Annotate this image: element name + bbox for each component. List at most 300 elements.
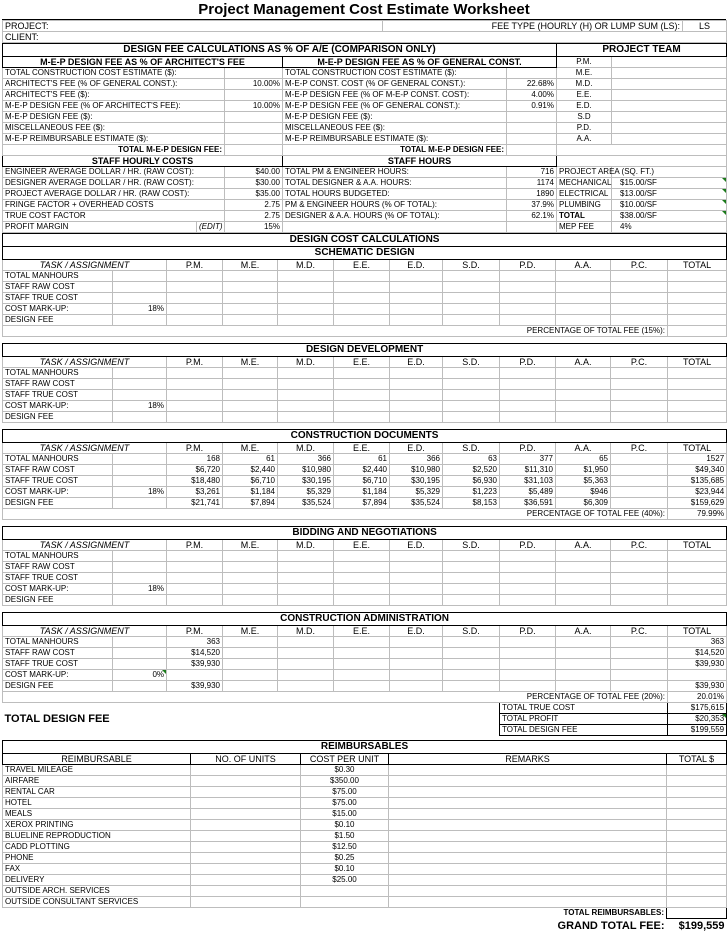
cost-cell[interactable] (611, 401, 668, 412)
cost-cell[interactable] (334, 584, 390, 595)
cost-cell[interactable] (500, 368, 556, 379)
cost-cell[interactable] (668, 584, 727, 595)
cost-cell[interactable]: $36,591 (500, 498, 556, 509)
left-fee-value[interactable]: 10.00% (225, 101, 283, 112)
cost-per-unit[interactable]: $350.00 (301, 776, 389, 787)
cost-cell[interactable] (611, 390, 668, 401)
cost-cell[interactable] (668, 573, 727, 584)
cost-cell[interactable] (500, 562, 556, 573)
remarks-cell[interactable] (389, 776, 667, 787)
cost-cell[interactable] (278, 401, 334, 412)
cost-cell[interactable] (223, 551, 278, 562)
cost-cell[interactable] (167, 368, 223, 379)
cost-cell[interactable]: $3,261 (167, 487, 223, 498)
cost-cell[interactable] (500, 304, 556, 315)
cost-cell[interactable] (223, 304, 278, 315)
area-value[interactable]: 4% (612, 222, 727, 233)
cost-cell[interactable] (167, 390, 223, 401)
cost-cell[interactable] (278, 368, 334, 379)
cost-cell[interactable] (334, 401, 390, 412)
cost-cell[interactable] (611, 648, 668, 659)
cost-cell[interactable]: $1,950 (556, 465, 611, 476)
cost-cell[interactable]: $6,930 (443, 476, 500, 487)
units-cell[interactable] (191, 776, 301, 787)
cost-cell[interactable] (443, 401, 500, 412)
cost-per-unit[interactable] (301, 897, 389, 908)
cost-cell[interactable] (500, 293, 556, 304)
cost-cell[interactable] (668, 282, 727, 293)
cost-cell[interactable]: $2,440 (223, 465, 278, 476)
cost-cell[interactable] (334, 304, 390, 315)
remarks-cell[interactable] (389, 798, 667, 809)
cost-cell[interactable] (278, 595, 334, 606)
cost-cell[interactable] (334, 595, 390, 606)
cost-cell[interactable] (500, 271, 556, 282)
cost-cell[interactable] (443, 551, 500, 562)
cost-cell[interactable]: $30,195 (390, 476, 443, 487)
cost-cell[interactable] (223, 648, 278, 659)
cost-cell[interactable] (500, 648, 556, 659)
cost-cell[interactable] (278, 659, 334, 670)
cost-cell[interactable] (443, 573, 500, 584)
units-cell[interactable] (191, 820, 301, 831)
area-value[interactable]: $38.00/SF (612, 211, 727, 222)
cost-cell[interactable]: 63 (443, 454, 500, 465)
team-member-name[interactable] (612, 123, 727, 134)
cost-per-unit[interactable]: $75.00 (301, 787, 389, 798)
cost-cell[interactable] (668, 379, 727, 390)
cost-cell[interactable] (223, 282, 278, 293)
cost-cell[interactable] (556, 368, 611, 379)
cost-cell[interactable]: $39,930 (668, 681, 727, 692)
cost-cell[interactable] (556, 315, 611, 326)
left-fee-value[interactable] (225, 123, 283, 134)
cost-cell[interactable] (167, 401, 223, 412)
remarks-cell[interactable] (389, 886, 667, 897)
cost-cell[interactable] (500, 584, 556, 595)
right-fee-value[interactable] (507, 68, 557, 79)
units-cell[interactable] (191, 831, 301, 842)
cost-cell[interactable] (611, 476, 668, 487)
cost-cell[interactable] (167, 271, 223, 282)
cost-cell[interactable] (223, 637, 278, 648)
cost-cell[interactable]: 61 (223, 454, 278, 465)
cost-cell[interactable]: $6,720 (167, 465, 223, 476)
cost-cell[interactable] (668, 595, 727, 606)
cost-per-unit[interactable] (301, 886, 389, 897)
cost-cell[interactable] (278, 670, 334, 681)
right-fee-value[interactable]: 22.68% (507, 79, 557, 90)
cost-cell[interactable] (278, 304, 334, 315)
cost-cell[interactable] (611, 454, 668, 465)
cost-per-unit[interactable]: $75.00 (301, 798, 389, 809)
right-fee-value[interactable] (507, 112, 557, 123)
staff-cost-value[interactable]: 2.75 (225, 211, 283, 222)
cost-cell[interactable] (278, 562, 334, 573)
units-cell[interactable] (191, 886, 301, 897)
cost-cell[interactable] (443, 670, 500, 681)
cost-cell[interactable]: $35,524 (278, 498, 334, 509)
cost-cell[interactable]: $946 (556, 487, 611, 498)
cost-cell[interactable] (278, 379, 334, 390)
cost-cell[interactable] (668, 412, 727, 423)
cost-cell[interactable] (334, 681, 390, 692)
cost-cell[interactable] (668, 551, 727, 562)
units-cell[interactable] (191, 798, 301, 809)
cost-cell[interactable]: 366 (278, 454, 334, 465)
cost-cell[interactable] (223, 659, 278, 670)
staff-cost-value[interactable]: $40.00 (225, 167, 283, 178)
cost-cell[interactable]: $35,524 (390, 498, 443, 509)
cost-cell[interactable] (556, 584, 611, 595)
cost-cell[interactable] (334, 551, 390, 562)
cost-cell[interactable] (668, 304, 727, 315)
cost-cell[interactable] (334, 282, 390, 293)
cost-cell[interactable] (443, 304, 500, 315)
cost-cell[interactable] (390, 584, 443, 595)
cost-cell[interactable] (390, 315, 443, 326)
cost-cell[interactable] (223, 271, 278, 282)
cost-cell[interactable] (334, 648, 390, 659)
remarks-cell[interactable] (389, 831, 667, 842)
team-member-name[interactable] (612, 57, 727, 68)
cost-cell[interactable]: $1,223 (443, 487, 500, 498)
cost-cell[interactable] (390, 648, 443, 659)
cost-cell[interactable] (390, 551, 443, 562)
cost-cell[interactable] (443, 315, 500, 326)
cost-cell[interactable] (334, 271, 390, 282)
cost-cell[interactable] (611, 670, 668, 681)
cost-cell[interactable] (611, 487, 668, 498)
cost-cell[interactable] (500, 637, 556, 648)
staff-cost-value[interactable]: 15% (225, 222, 283, 233)
cost-per-unit[interactable]: $0.30 (301, 765, 389, 776)
left-fee-value[interactable] (225, 90, 283, 101)
cost-cell[interactable]: $18,480 (167, 476, 223, 487)
cost-cell[interactable] (334, 379, 390, 390)
cost-cell[interactable]: $7,894 (223, 498, 278, 509)
cost-cell[interactable] (334, 573, 390, 584)
cost-cell[interactable] (390, 637, 443, 648)
cost-cell[interactable] (167, 282, 223, 293)
cost-cell[interactable] (390, 293, 443, 304)
cost-cell[interactable] (611, 412, 668, 423)
cost-cell[interactable] (556, 412, 611, 423)
cost-cell[interactable] (390, 282, 443, 293)
cost-cell[interactable]: $2,520 (443, 465, 500, 476)
left-fee-value[interactable] (225, 68, 283, 79)
remarks-cell[interactable] (389, 897, 667, 908)
cost-cell[interactable] (223, 390, 278, 401)
remarks-cell[interactable] (389, 820, 667, 831)
cost-cell[interactable] (167, 412, 223, 423)
cost-cell[interactable] (500, 551, 556, 562)
cost-cell[interactable]: 363 (668, 637, 727, 648)
right-fee-value[interactable] (507, 134, 557, 145)
cost-cell[interactable] (390, 390, 443, 401)
area-value[interactable]: $10.00/SF (612, 200, 727, 211)
cost-per-unit[interactable]: $0.10 (301, 864, 389, 875)
cost-cell[interactable] (500, 681, 556, 692)
units-cell[interactable] (191, 875, 301, 886)
cost-per-unit[interactable]: $25.00 (301, 875, 389, 886)
cost-per-unit[interactable]: $0.25 (301, 853, 389, 864)
cost-cell[interactable] (167, 293, 223, 304)
cost-cell[interactable] (278, 271, 334, 282)
cost-cell[interactable]: $7,894 (334, 498, 390, 509)
cost-cell[interactable] (443, 648, 500, 659)
right-fee-value[interactable] (507, 123, 557, 134)
cost-cell[interactable] (556, 390, 611, 401)
cost-cell[interactable]: 377 (500, 454, 556, 465)
cost-cell[interactable] (443, 271, 500, 282)
cost-cell[interactable] (611, 551, 668, 562)
cost-cell[interactable] (556, 659, 611, 670)
cost-cell[interactable] (443, 412, 500, 423)
cost-cell[interactable]: $14,520 (167, 648, 223, 659)
right-fee-value[interactable]: 4.00% (507, 90, 557, 101)
team-member-name[interactable] (612, 68, 727, 79)
cost-cell[interactable] (611, 379, 668, 390)
cost-cell[interactable] (334, 390, 390, 401)
cost-cell[interactable]: $10,980 (278, 465, 334, 476)
cost-cell[interactable] (278, 573, 334, 584)
cost-cell[interactable]: $5,489 (500, 487, 556, 498)
cost-cell[interactable] (278, 584, 334, 595)
cost-cell[interactable] (500, 659, 556, 670)
cost-cell[interactable] (443, 390, 500, 401)
area-value[interactable]: $13.00/SF (612, 189, 727, 200)
cost-cell[interactable] (167, 379, 223, 390)
cost-cell[interactable] (668, 368, 727, 379)
cost-cell[interactable] (556, 573, 611, 584)
cost-cell[interactable] (390, 670, 443, 681)
cost-cell[interactable] (611, 293, 668, 304)
remarks-cell[interactable] (389, 809, 667, 820)
cost-cell[interactable]: $11,310 (500, 465, 556, 476)
markup-value[interactable]: 18% (113, 487, 167, 498)
cost-cell[interactable] (443, 562, 500, 573)
cost-cell[interactable] (223, 412, 278, 423)
cost-cell[interactable] (223, 573, 278, 584)
fee-type-value[interactable]: LS (683, 21, 727, 32)
units-cell[interactable] (191, 809, 301, 820)
cost-cell[interactable] (278, 551, 334, 562)
cost-cell[interactable]: $5,363 (556, 476, 611, 487)
cost-cell[interactable]: $10,980 (390, 465, 443, 476)
cost-cell[interactable] (500, 401, 556, 412)
cost-cell[interactable]: 65 (556, 454, 611, 465)
cost-cell[interactable] (223, 401, 278, 412)
cost-cell[interactable] (278, 315, 334, 326)
cost-cell[interactable]: $5,329 (390, 487, 443, 498)
cost-cell[interactable] (278, 412, 334, 423)
cost-cell[interactable] (334, 670, 390, 681)
cost-cell[interactable] (611, 315, 668, 326)
cost-cell[interactable] (668, 293, 727, 304)
cost-cell[interactable] (334, 637, 390, 648)
remarks-cell[interactable] (389, 853, 667, 864)
cost-per-unit[interactable]: $0.10 (301, 820, 389, 831)
cost-cell[interactable] (334, 659, 390, 670)
remarks-cell[interactable] (389, 875, 667, 886)
cost-cell[interactable] (443, 681, 500, 692)
units-cell[interactable] (191, 897, 301, 908)
cost-cell[interactable] (556, 637, 611, 648)
team-member-name[interactable] (612, 134, 727, 145)
units-cell[interactable] (191, 853, 301, 864)
cost-cell[interactable] (611, 282, 668, 293)
cost-cell[interactable]: $23,944 (668, 487, 727, 498)
cost-cell[interactable] (668, 390, 727, 401)
cost-cell[interactable] (167, 551, 223, 562)
cost-cell[interactable] (668, 271, 727, 282)
cost-cell[interactable] (167, 573, 223, 584)
cost-cell[interactable] (223, 293, 278, 304)
right-fee-value[interactable]: 0.91% (507, 101, 557, 112)
cost-cell[interactable] (500, 573, 556, 584)
cost-cell[interactable]: $2,440 (334, 465, 390, 476)
cost-cell[interactable]: $31,103 (500, 476, 556, 487)
remarks-cell[interactable] (389, 787, 667, 798)
cost-cell[interactable] (278, 681, 334, 692)
cost-cell[interactable] (223, 584, 278, 595)
cost-cell[interactable]: 168 (167, 454, 223, 465)
cost-cell[interactable] (167, 315, 223, 326)
cost-cell[interactable] (611, 573, 668, 584)
units-cell[interactable] (191, 787, 301, 798)
cost-cell[interactable] (390, 573, 443, 584)
cost-cell[interactable] (611, 271, 668, 282)
cost-cell[interactable] (556, 293, 611, 304)
cost-cell[interactable]: 363 (167, 637, 223, 648)
cost-cell[interactable] (390, 681, 443, 692)
cost-cell[interactable] (334, 293, 390, 304)
cost-cell[interactable] (390, 659, 443, 670)
cost-cell[interactable] (223, 562, 278, 573)
units-cell[interactable] (191, 765, 301, 776)
cost-cell[interactable] (443, 293, 500, 304)
cost-cell[interactable] (443, 595, 500, 606)
cost-cell[interactable] (443, 659, 500, 670)
cost-cell[interactable] (334, 412, 390, 423)
left-fee-value[interactable]: 10.00% (225, 79, 283, 90)
remarks-cell[interactable] (389, 864, 667, 875)
cost-cell[interactable]: $21,741 (167, 498, 223, 509)
team-member-name[interactable] (612, 90, 727, 101)
cost-cell[interactable] (390, 562, 443, 573)
cost-per-unit[interactable]: $1.50 (301, 831, 389, 842)
left-fee-value[interactable] (225, 134, 283, 145)
cost-cell[interactable] (556, 379, 611, 390)
cost-cell[interactable] (556, 670, 611, 681)
cost-cell[interactable] (500, 282, 556, 293)
cost-cell[interactable]: $39,930 (668, 659, 727, 670)
cost-cell[interactable] (167, 670, 223, 681)
cost-cell[interactable] (390, 368, 443, 379)
cost-cell[interactable]: $135,685 (668, 476, 727, 487)
cost-cell[interactable]: $14,520 (668, 648, 727, 659)
staff-cost-value[interactable]: 2.75 (225, 200, 283, 211)
left-fee-value[interactable] (225, 112, 283, 123)
cost-cell[interactable] (668, 315, 727, 326)
cost-cell[interactable] (556, 271, 611, 282)
cost-cell[interactable] (443, 584, 500, 595)
cost-cell[interactable] (167, 304, 223, 315)
cost-cell[interactable] (278, 282, 334, 293)
cost-cell[interactable] (611, 304, 668, 315)
cost-cell[interactable] (611, 562, 668, 573)
cost-cell[interactable]: $6,309 (556, 498, 611, 509)
cost-cell[interactable] (278, 293, 334, 304)
cost-cell[interactable] (556, 282, 611, 293)
remarks-cell[interactable] (389, 765, 667, 776)
cost-cell[interactable]: $39,930 (167, 659, 223, 670)
cost-cell[interactable] (611, 659, 668, 670)
cost-cell[interactable] (668, 401, 727, 412)
cost-cell[interactable] (556, 595, 611, 606)
cost-cell[interactable] (556, 681, 611, 692)
cost-cell[interactable]: $39,930 (167, 681, 223, 692)
cost-cell[interactable]: $30,195 (278, 476, 334, 487)
markup-value[interactable]: 18% (113, 584, 167, 595)
cost-cell[interactable]: $8,153 (443, 498, 500, 509)
cost-cell[interactable] (167, 584, 223, 595)
cost-cell[interactable]: $49,340 (668, 465, 727, 476)
cost-cell[interactable] (278, 637, 334, 648)
cost-cell[interactable] (668, 670, 727, 681)
cost-cell[interactable] (611, 498, 668, 509)
cost-cell[interactable] (167, 595, 223, 606)
cost-cell[interactable] (443, 379, 500, 390)
cost-cell[interactable] (443, 368, 500, 379)
cost-cell[interactable] (390, 401, 443, 412)
cost-cell[interactable] (390, 271, 443, 282)
cost-cell[interactable] (278, 390, 334, 401)
cost-cell[interactable] (278, 648, 334, 659)
area-value[interactable]: $15.00/SF (612, 178, 727, 189)
cost-cell[interactable] (556, 304, 611, 315)
cost-cell[interactable] (556, 551, 611, 562)
cost-cell[interactable] (556, 562, 611, 573)
cost-cell[interactable]: $6,710 (223, 476, 278, 487)
cost-cell[interactable] (390, 379, 443, 390)
cost-cell[interactable] (556, 648, 611, 659)
cost-cell[interactable] (500, 390, 556, 401)
team-member-name[interactable] (612, 112, 727, 123)
staff-cost-value[interactable]: $35.00 (225, 189, 283, 200)
cost-cell[interactable] (500, 315, 556, 326)
cost-cell[interactable]: $6,710 (334, 476, 390, 487)
markup-value[interactable]: 0% (113, 670, 167, 681)
cost-per-unit[interactable]: $15.00 (301, 809, 389, 820)
cost-cell[interactable] (611, 595, 668, 606)
cost-cell[interactable] (611, 368, 668, 379)
cost-cell[interactable] (334, 368, 390, 379)
cost-cell[interactable] (223, 670, 278, 681)
cost-cell[interactable] (390, 304, 443, 315)
cost-cell[interactable]: $1,184 (223, 487, 278, 498)
units-cell[interactable] (191, 864, 301, 875)
team-member-name[interactable] (612, 79, 727, 90)
markup-value[interactable]: 18% (113, 401, 167, 412)
cost-cell[interactable] (334, 562, 390, 573)
cost-cell[interactable] (500, 595, 556, 606)
cost-cell[interactable] (390, 595, 443, 606)
cost-cell[interactable] (223, 379, 278, 390)
cost-cell[interactable] (443, 282, 500, 293)
units-cell[interactable] (191, 842, 301, 853)
